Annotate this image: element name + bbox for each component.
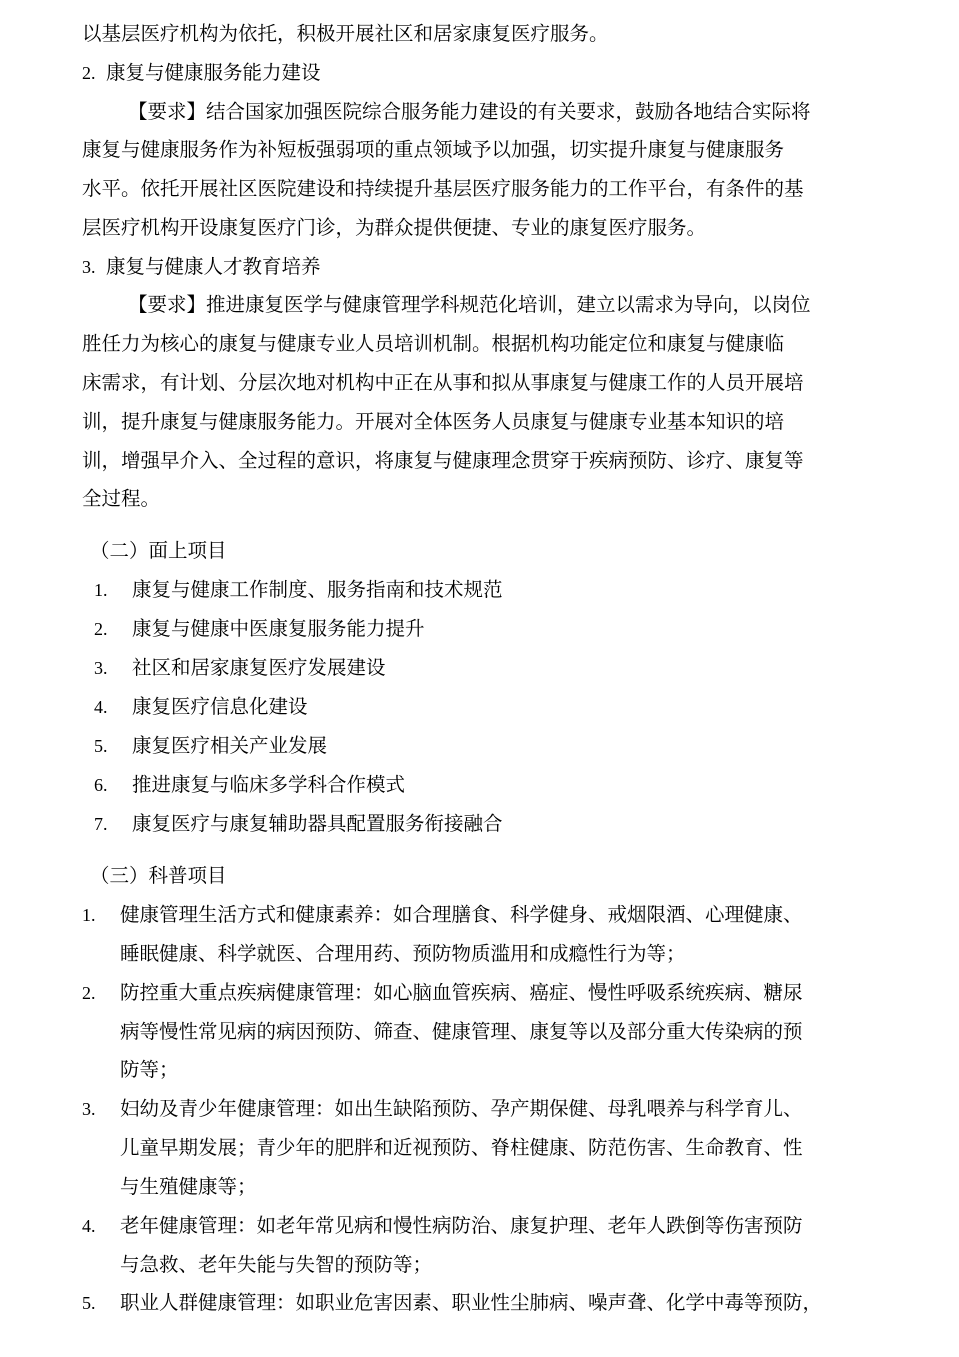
list-item-number: 3. xyxy=(82,1099,96,1119)
list-item-number: 1. xyxy=(94,580,108,600)
paragraph-line: 训，增强早介入、全过程的意识，将康复与健康理念贯穿于疾病预防、诊疗、康复等 xyxy=(82,449,804,472)
list-item: 康复与健康中医康复服务能力提升 xyxy=(132,617,425,640)
section-title: 康复与健康服务能力建设 xyxy=(106,61,321,84)
list-item-line: 防控重大重点疾病健康管理：如心脑血管疾病、癌症、慢性呼吸系统疾病、糖尿 xyxy=(120,981,803,1004)
paragraph-line: 【要求】结合国家加强医院综合服务能力建设的有关要求，鼓励各地结合实际将 xyxy=(128,100,811,123)
paragraph-line: 全过程。 xyxy=(82,487,161,510)
list-item-line: 防等； xyxy=(120,1058,179,1081)
section-number: 3. xyxy=(82,257,96,277)
list-item-line: 与生殖健康等； xyxy=(120,1175,257,1198)
list-item-number: 4. xyxy=(82,1216,96,1236)
list-item-number: 5. xyxy=(82,1293,96,1313)
paragraph-line: 康复与健康服务作为补短板强弱项的重点领域予以加强，切实提升康复与健康服务 xyxy=(82,138,785,161)
list-item-line: 与急救、老年失能与失智的预防等； xyxy=(120,1253,433,1276)
paragraph-line: 胜任力为核心的康复与健康专业人员培训机制。根据机构功能定位和康复与健康临 xyxy=(82,332,785,355)
list-item-number: 6. xyxy=(94,775,108,795)
list-item-number: 1. xyxy=(82,905,96,925)
list-item: 康复医疗相关产业发展 xyxy=(132,734,328,757)
list-item: 康复医疗与康复辅助器具配置服务衔接融合 xyxy=(132,812,503,835)
list-item-line: 老年健康管理：如老年常见病和慢性病防治、康复护理、老年人跌倒等伤害预防 xyxy=(120,1214,803,1237)
list-item-line: 病等慢性常见病的病因预防、筛查、健康管理、康复等以及部分重大传染病的预 xyxy=(120,1020,803,1043)
list-item-number: 4. xyxy=(94,697,108,717)
paragraph-line: 以基层医疗机构为依托，积极开展社区和居家康复医疗服务。 xyxy=(82,22,609,45)
section-title: 康复与健康人才教育培养 xyxy=(106,255,321,278)
paragraph-line: 【要求】推进康复医学与健康管理学科规范化培训，建立以需求为导向，以岗位 xyxy=(128,293,811,316)
part-heading: （三）科普项目 xyxy=(90,864,227,887)
list-item-line: 健康管理生活方式和健康素养：如合理膳食、科学健身、戒烟限酒、心理健康、 xyxy=(120,903,803,926)
list-item-line: 儿童早期发展；青少年的肥胖和近视预防、脊柱健康、防范伤害、生命教育、性 xyxy=(120,1136,803,1159)
list-item-number: 5. xyxy=(94,736,108,756)
part-heading: （二）面上项目 xyxy=(90,539,227,562)
section-number: 2. xyxy=(82,63,96,83)
list-item: 社区和居家康复医疗发展建设 xyxy=(132,656,386,679)
list-item-line: 职业人群健康管理：如职业危害因素、职业性尘肺病、噪声聋、化学中毒等预防， xyxy=(120,1291,823,1314)
paragraph-line: 层医疗机构开设康复医疗门诊，为群众提供便捷、专业的康复医疗服务。 xyxy=(82,216,707,239)
paragraph-line: 床需求，有计划、分层次地对机构中正在从事和拟从事康复与健康工作的人员开展培 xyxy=(82,371,804,394)
list-item: 康复医疗信息化建设 xyxy=(132,695,308,718)
list-item-number: 7. xyxy=(94,814,108,834)
paragraph-line: 训，提升康复与健康服务能力。开展对全体医务人员康复与健康专业基本知识的培 xyxy=(82,410,785,433)
list-item-line: 妇幼及青少年健康管理：如出生缺陷预防、孕产期保健、母乳喂养与科学育儿、 xyxy=(120,1097,803,1120)
list-item-number: 2. xyxy=(94,619,108,639)
list-item-number: 3. xyxy=(94,658,108,678)
paragraph-line: 水平。依托开展社区医院建设和持续提升基层医疗服务能力的工作平台，有条件的基 xyxy=(82,177,804,200)
list-item-line: 睡眠健康、科学就医、合理用药、预防物质滥用和成瘾性行为等； xyxy=(120,942,686,965)
list-item-number: 2. xyxy=(82,983,96,1003)
list-item: 康复与健康工作制度、服务指南和技术规范 xyxy=(132,578,503,601)
list-item: 推进康复与临床多学科合作模式 xyxy=(132,773,406,796)
